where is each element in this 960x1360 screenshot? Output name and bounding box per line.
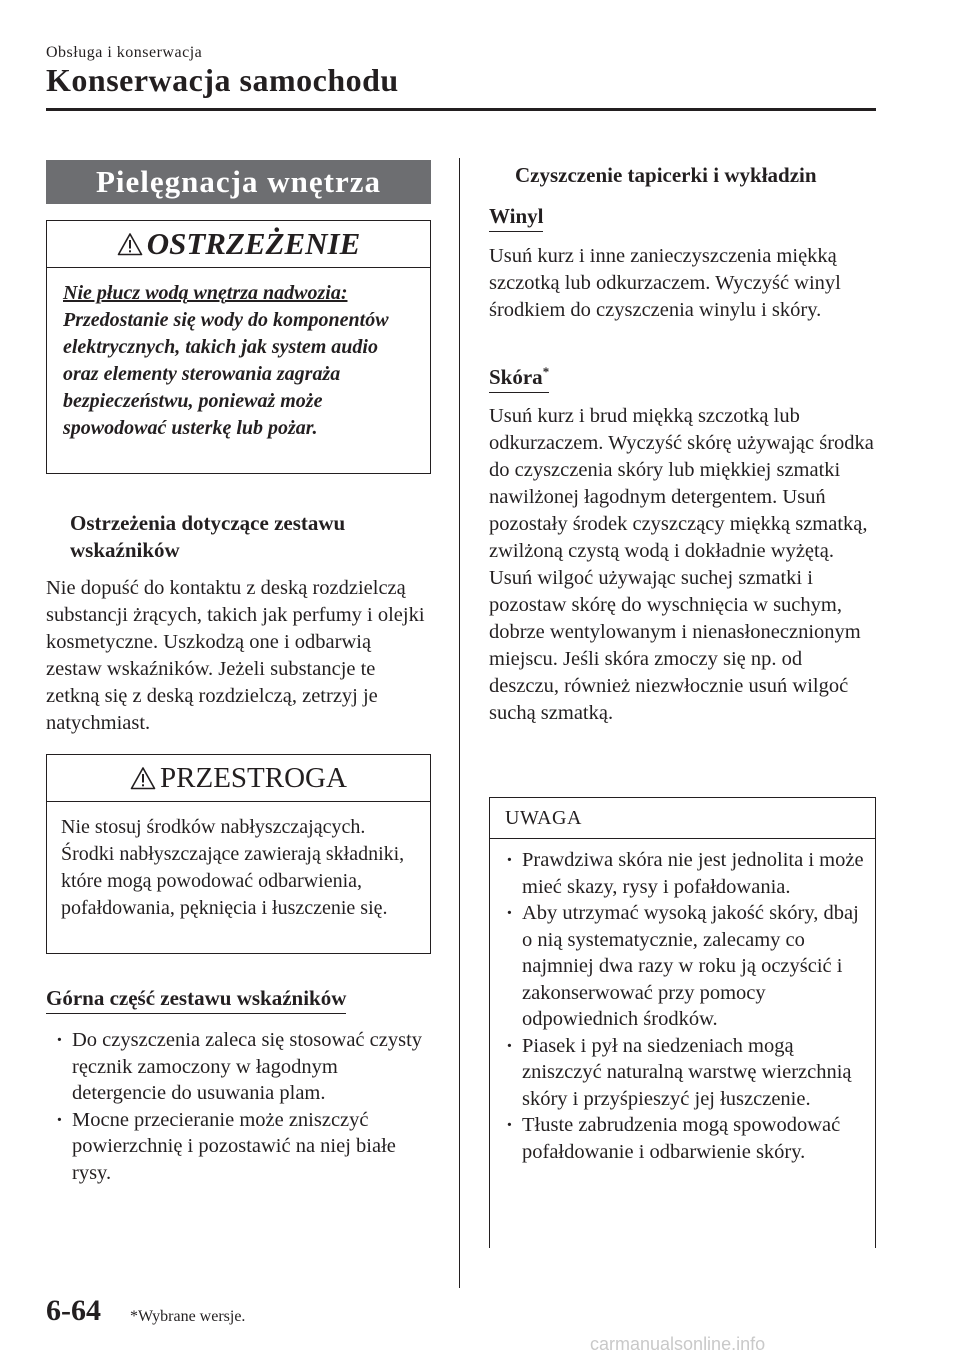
note-list — [490, 839, 875, 1165]
caution-box — [46, 754, 431, 954]
list-item: · Tłuste zabrudzenia mogą spowodować pofałdowanie i odbarwienie skóry. — [496, 1112, 867, 1165]
warning-header — [47, 221, 430, 268]
upper-panel-list — [46, 1027, 431, 1186]
list-item: · Piasek i pył na siedzeniach mogą zniszczyć naturalną warstwę wierzchnią skóry i przyśpieszyć jej łuszczenie. — [496, 1033, 867, 1113]
leather-paragraph: Usuń kurz i brud miękką szczotką lub odkurzaczem. Wyczyść skórę używając środka do czyszczenia skóry lub miękkiej szmatki nawilżonej łagodnym detergentem. Usuń pozostały środek czyszczący miękką szmatką, zwilżoną czystą wodą i dokładnie wyżętą. Usuń wilgoć używając suchej szmatki i pozostaw skórę do wyschnięcia w suchym, dobrze wentylowanym i nienasłonecznionym miejscu. Jeśli skóra zmoczy się np. od deszczu, również niezwłocznie usuń wilgoć suchą szmatką. — [489, 405, 874, 724]
list-item: · Prawdziwa skóra nie jest jednolita i może mieć skazy, rysy i pofałdowania. — [496, 847, 867, 900]
gauge-warnings-heading-line2: wskaźników — [70, 538, 180, 562]
warning-label: OSTRZEŻENIE — [146, 226, 361, 261]
vinyl-heading-wrap — [489, 204, 543, 232]
warning-lead: Nie płucz wodą wnętrza nadwozia: — [63, 282, 348, 304]
chapter-title: Konserwacja samochodu — [46, 62, 399, 98]
list-item: · Do czyszczenia zaleca się stosować czysty ręcznik zamoczony w łagodnym detergencie do usuwania plam. — [46, 1027, 431, 1107]
upholstery-heading: Czyszczenie tapicerki i wykładzin — [515, 163, 817, 187]
warning-triangle-icon — [117, 232, 143, 256]
column-divider — [459, 158, 460, 1288]
upper-panel-heading: Górna część zestawu wskaźników — [46, 986, 346, 1014]
caution-triangle-icon — [130, 766, 156, 790]
caution-text: Nie stosuj środków nabłyszczających. Środki nabłyszczające zawierają składniki, które mogą powodować odbarwienia, pofałdowania, pęknięcia i łuszczenie się. — [61, 816, 405, 919]
leather-heading-text: Skóra — [489, 365, 543, 389]
page-number: 6-64 — [46, 1294, 101, 1327]
leather-heading-wrap — [489, 364, 549, 393]
list-item: · Mocne przecieranie może zniszczyć powierzchnię i pozostawić na niej białe rysy. — [46, 1107, 431, 1187]
list-item: · Aby utrzymać wysoką jakość skóry, dbaj o nią systematycznie, zalecamy co najmniej dwa razy w roku ją oczyścić i zakonserwować przy pomocy odpowiednich środków. — [496, 900, 867, 1033]
breadcrumb: Obsługa i konserwacja — [46, 44, 203, 61]
note-label: UWAGA — [490, 798, 875, 839]
chapter-rule — [46, 108, 876, 111]
upper-panel-heading-wrap — [46, 986, 346, 1014]
gauge-warnings-heading-line1: Ostrzeżenia dotyczące zestawu — [70, 511, 346, 535]
footnote: *Wybrane wersje. — [130, 1308, 246, 1325]
note-box — [489, 797, 876, 1248]
watermark: carmanualsonline.info — [590, 1334, 766, 1354]
leather-heading — [489, 364, 549, 393]
section-title: Pielęgnacja wnętrza — [46, 160, 431, 204]
gauge-warnings-heading — [70, 510, 430, 564]
caution-label: PRZESTROGA — [160, 761, 347, 794]
caution-header — [47, 755, 430, 802]
selected-versions-mark: * — [542, 364, 550, 379]
warning-box — [46, 220, 431, 474]
vinyl-paragraph: Usuń kurz i inne zanieczyszczenia miękką szczotką lub odkurzaczem. Wyczyść winyl środkiem do czyszczenia winylu i skóry. — [489, 245, 841, 321]
warning-body: Przedostanie się wody do komponentów elektrycznych, takich jak system audio oraz elementy sterowania zagraża bezpieczeństwu, ponieważ może spowodować usterkę lub pożar. — [63, 309, 389, 439]
vinyl-heading: Winyl — [489, 204, 543, 232]
warning-text — [47, 268, 430, 454]
gauge-warnings-paragraph: Nie dopuść do kontaktu z deską rozdzielczą substancji żrących, takich jak perfumy i olejki kosmetyczne. Uszkodzą one i odbarwią zestaw wskaźników. Jeżeli substancje te zetkną się z deską rozdzielczą, zetrzyj je natychmiast. — [46, 577, 425, 734]
